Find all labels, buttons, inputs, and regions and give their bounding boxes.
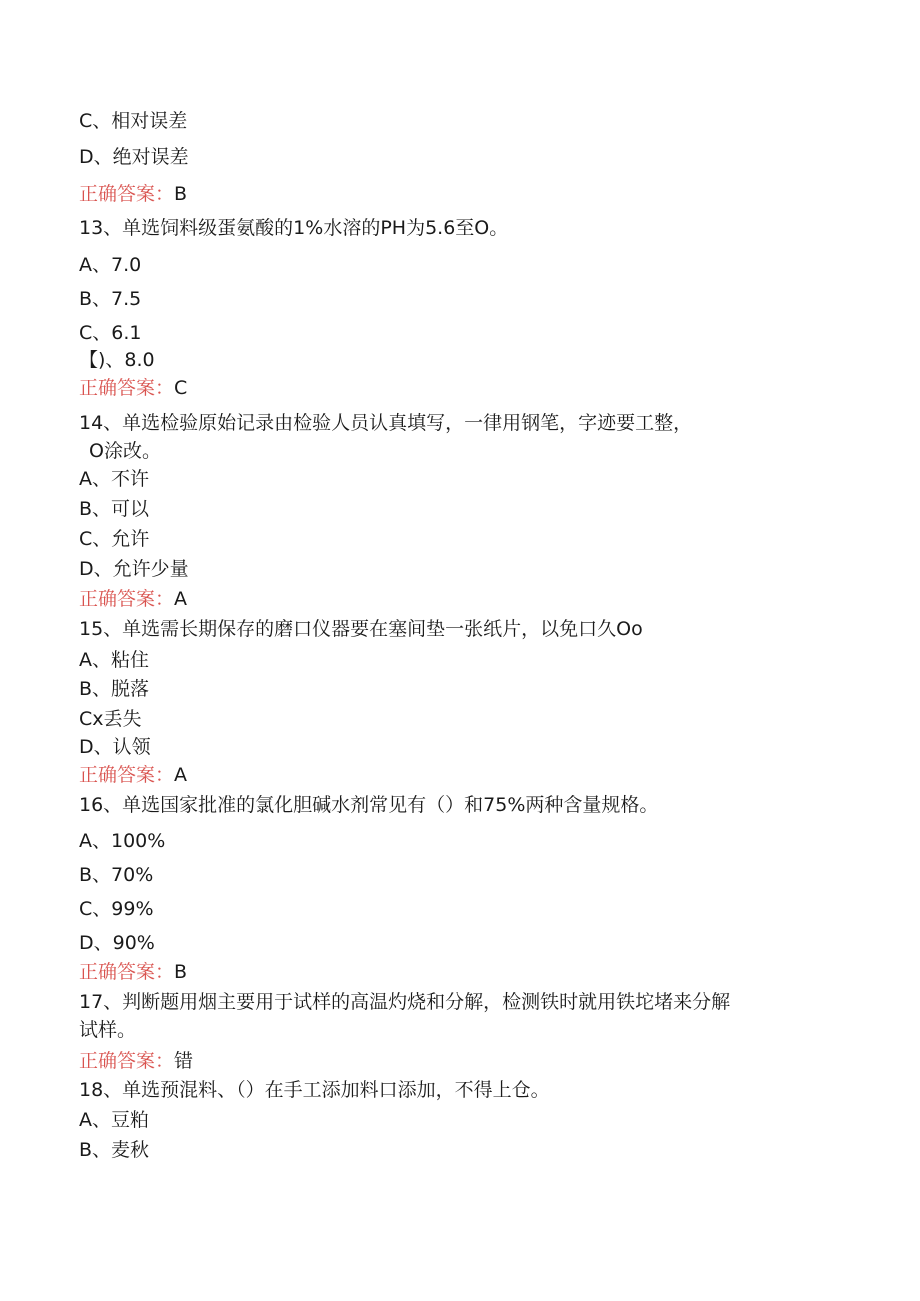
answer-label: 正确答案： xyxy=(79,588,175,610)
option-a-q16: A、100% xyxy=(79,830,166,852)
question-16: 16、单选国家批准的氯化胆碱水剂常见有（）和75%两种含量规格。 xyxy=(79,794,659,816)
question-14-line1: 14、单选检验原始记录由检验人员认真填写，一律用钢笔，字迹要工整， xyxy=(79,412,693,434)
option-a-q15: A、粘住 xyxy=(79,649,149,671)
option-d-q14: D、允许少量 xyxy=(79,558,189,580)
option-a-q18: A、豆粕 xyxy=(79,1109,149,1131)
option-a-q14: A、不许 xyxy=(79,468,149,490)
option-d-q13: 【)、8.0 xyxy=(79,349,155,371)
answer-label: 正确答案： xyxy=(79,183,175,205)
answer-value: C xyxy=(174,377,188,399)
answer-value: A xyxy=(174,588,188,610)
question-15: 15、单选需长期保存的磨口仪器要在塞间垫一张纸片，以免口久Oo xyxy=(79,618,643,640)
question-17-line1: 17、判断题用烟主要用于试样的高温灼烧和分解，检测铁时就用铁坨堵来分解 xyxy=(79,991,731,1013)
answer-q14 xyxy=(79,587,187,611)
option-c-q13: C、6.1 xyxy=(79,322,142,344)
option-c-q16: C、99% xyxy=(79,898,154,920)
option-b-q15: B、脱落 xyxy=(79,678,150,700)
answer-q13 xyxy=(79,376,187,400)
answer-label: 正确答案： xyxy=(79,377,175,399)
option-d-q12: D、绝对误差 xyxy=(79,146,189,168)
question-14-line2: O涂改。 xyxy=(89,440,161,462)
option-c-q14: C、允许 xyxy=(79,528,150,550)
answer-label: 正确答案： xyxy=(79,764,175,786)
answer-value: A xyxy=(174,764,188,786)
option-d-q16: D、90% xyxy=(79,932,155,954)
answer-value: B xyxy=(174,961,188,983)
answer-label: 正确答案： xyxy=(79,961,175,983)
option-a-q13: A、7.0 xyxy=(79,254,142,276)
option-c-q12: C、相对误差 xyxy=(79,110,188,132)
answer-q12 xyxy=(79,182,187,206)
option-d-q15: D、认领 xyxy=(79,736,151,758)
answer-value: B xyxy=(174,183,188,205)
option-b-q13: B、7.5 xyxy=(79,288,142,310)
answer-label: 正确答案： xyxy=(79,1050,175,1072)
question-18: 18、单选预混料、（）在手工添加料口添加，不得上仓。 xyxy=(79,1079,550,1101)
option-c-q15: Cx丢失 xyxy=(79,708,142,730)
question-13: 13、单选饲料级蛋氨酸的1%水溶的PH为5.6至O。 xyxy=(79,217,509,239)
option-b-q16: B、70% xyxy=(79,864,154,886)
answer-q17 xyxy=(79,1049,193,1073)
answer-q15 xyxy=(79,763,187,787)
answer-q16 xyxy=(79,960,187,984)
option-b-q18: B、麦秋 xyxy=(79,1139,150,1161)
option-b-q14: B、可以 xyxy=(79,498,150,520)
answer-value: 错 xyxy=(174,1050,194,1072)
question-17-line2: 试样。 xyxy=(79,1019,137,1041)
